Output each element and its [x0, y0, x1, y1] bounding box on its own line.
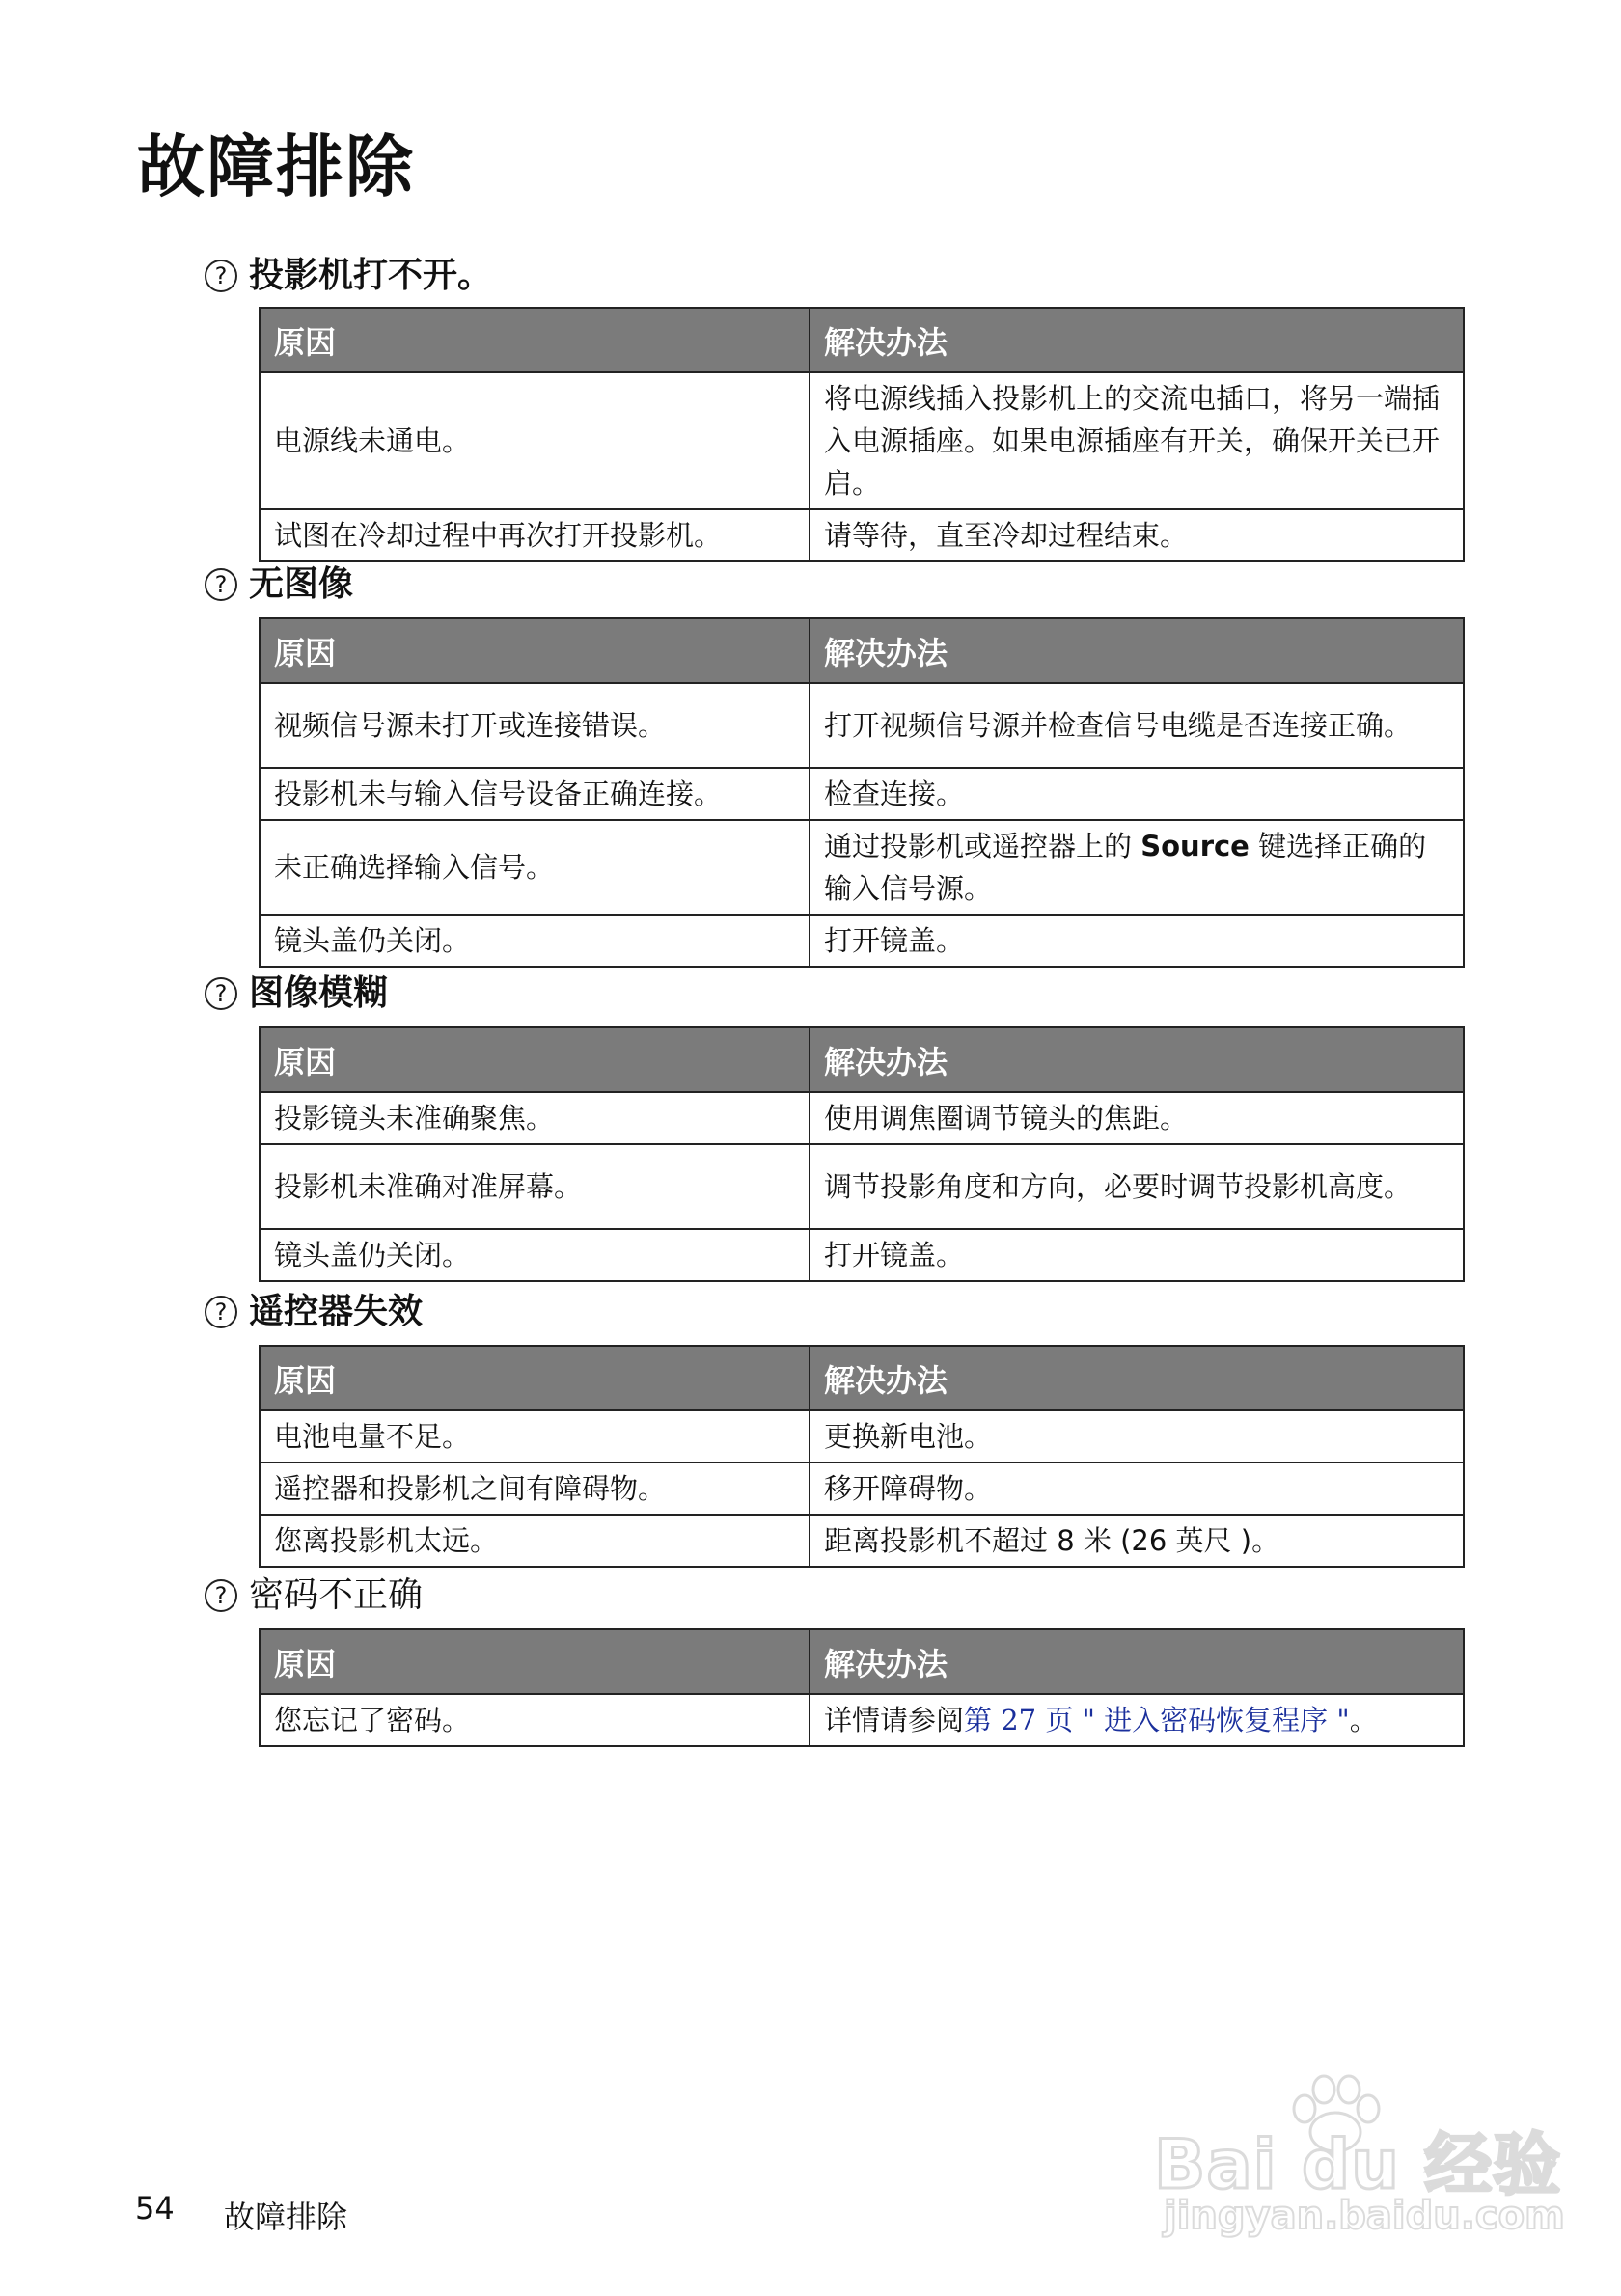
header-solution: 解决办法	[810, 308, 1464, 372]
table-header-row	[260, 1027, 1464, 1092]
section-heading-text: 密码不正确	[249, 1575, 424, 1615]
solution-cell: 将电源线插入投影机上的交流电插口，将另一端插入电源插座。如果电源插座有开关，确保开关已开启。	[810, 372, 1464, 509]
table-row	[260, 1694, 1464, 1746]
header-solution: 解决办法	[810, 1629, 1464, 1694]
table-row	[260, 1410, 1464, 1462]
question-circle-icon: ?	[205, 260, 237, 292]
cause-cell: 电源线未通电。	[260, 372, 810, 509]
cause-cell: 您离投影机太远。	[260, 1515, 810, 1567]
header-solution: 解决办法	[810, 1346, 1464, 1410]
table-row	[260, 820, 1464, 915]
cause-cell: 镜头盖仍关闭。	[260, 915, 810, 967]
section-heading-power	[205, 256, 493, 295]
page-number: 54	[135, 2190, 175, 2227]
header-cause: 原因	[260, 1346, 810, 1410]
table-power	[259, 307, 1465, 562]
table-no-image	[259, 617, 1465, 968]
cause-cell: 遥控器和投影机之间有障碍物。	[260, 1462, 810, 1515]
cause-cell: 投影机未准确对准屏幕。	[260, 1144, 810, 1229]
cause-cell: 投影镜头未准确聚焦。	[260, 1092, 810, 1144]
solution-cell	[810, 820, 1464, 915]
question-circle-icon: ?	[205, 1296, 237, 1328]
table-row	[260, 1092, 1464, 1144]
cause-cell: 试图在冷却过程中再次打开投影机。	[260, 509, 810, 561]
solution-cell: 打开镜盖。	[810, 915, 1464, 967]
question-circle-icon: ?	[205, 1579, 237, 1612]
table-blurry	[259, 1026, 1465, 1282]
source-key-label: Source	[1140, 830, 1250, 862]
table-row	[260, 915, 1464, 967]
question-circle-icon: ?	[205, 977, 237, 1010]
table-header-row	[260, 618, 1464, 683]
table-header-row	[260, 1346, 1464, 1410]
table-row	[260, 683, 1464, 768]
table-row	[260, 768, 1464, 820]
cause-cell: 未正确选择输入信号。	[260, 820, 810, 915]
table-row	[260, 1144, 1464, 1229]
cause-cell: 投影机未与输入信号设备正确连接。	[260, 768, 810, 820]
table-row	[260, 509, 1464, 561]
header-cause: 原因	[260, 1629, 810, 1694]
section-heading-no-image	[205, 564, 354, 604]
solution-text: 。	[1349, 1704, 1378, 1736]
watermark-url: jingyan.baidu.com	[1164, 2194, 1565, 2238]
header-cause: 原因	[260, 308, 810, 372]
solution-text: 详情请参阅	[824, 1704, 965, 1736]
solution-cell: 距离投影机不超过 8 米 (26 英尺 )。	[810, 1515, 1464, 1567]
table-header-row	[260, 308, 1464, 372]
cause-cell: 电池电量不足。	[260, 1410, 810, 1462]
cause-cell: 您忘记了密码。	[260, 1694, 810, 1746]
section-heading-text: 投影机打不开。	[249, 256, 493, 295]
section-heading-text: 遥控器失效	[249, 1292, 424, 1331]
table-password	[259, 1628, 1465, 1747]
table-row	[260, 1462, 1464, 1515]
watermark-main-text: Bai du 经验	[1154, 2125, 1562, 2204]
table-row	[260, 1515, 1464, 1567]
section-heading-blurry	[205, 973, 389, 1013]
header-cause: 原因	[260, 1027, 810, 1092]
cause-cell: 视频信号源未打开或连接错误。	[260, 683, 810, 768]
solution-cell: 请等待，直至冷却过程结束。	[810, 509, 1464, 561]
header-solution: 解决办法	[810, 618, 1464, 683]
solution-cell: 打开镜盖。	[810, 1229, 1464, 1281]
password-recovery-link[interactable]: 第 27 页 " 进入密码恢复程序 "	[964, 1704, 1350, 1736]
solution-cell: 检查连接。	[810, 768, 1464, 820]
solution-cell: 更换新电池。	[810, 1410, 1464, 1462]
section-heading-text: 图像模糊	[249, 973, 389, 1013]
solution-cell: 移开障碍物。	[810, 1462, 1464, 1515]
table-row	[260, 372, 1464, 509]
solution-cell: 调节投影角度和方向，必要时调节投影机高度。	[810, 1144, 1464, 1229]
section-heading-remote	[205, 1292, 424, 1331]
header-cause: 原因	[260, 618, 810, 683]
header-solution: 解决办法	[810, 1027, 1464, 1092]
table-header-row	[260, 1629, 1464, 1694]
solution-text: 键选择正确的输入信号源。	[824, 830, 1427, 905]
table-row	[260, 1229, 1464, 1281]
footer-section-label: 故障排除	[224, 2199, 348, 2235]
solution-cell: 使用调焦圈调节镜头的焦距。	[810, 1092, 1464, 1144]
solution-text: 通过投影机或遥控器上的	[824, 830, 1133, 862]
section-heading-text: 无图像	[249, 564, 354, 604]
cause-cell: 镜头盖仍关闭。	[260, 1229, 810, 1281]
solution-cell	[810, 1694, 1464, 1746]
page-title: 故障排除	[137, 127, 415, 206]
baidu-watermark	[1154, 2072, 1565, 2246]
question-circle-icon: ?	[205, 568, 237, 601]
table-remote	[259, 1345, 1465, 1568]
solution-cell: 打开视频信号源并检查信号电缆是否连接正确。	[810, 683, 1464, 768]
section-heading-password	[205, 1575, 424, 1615]
